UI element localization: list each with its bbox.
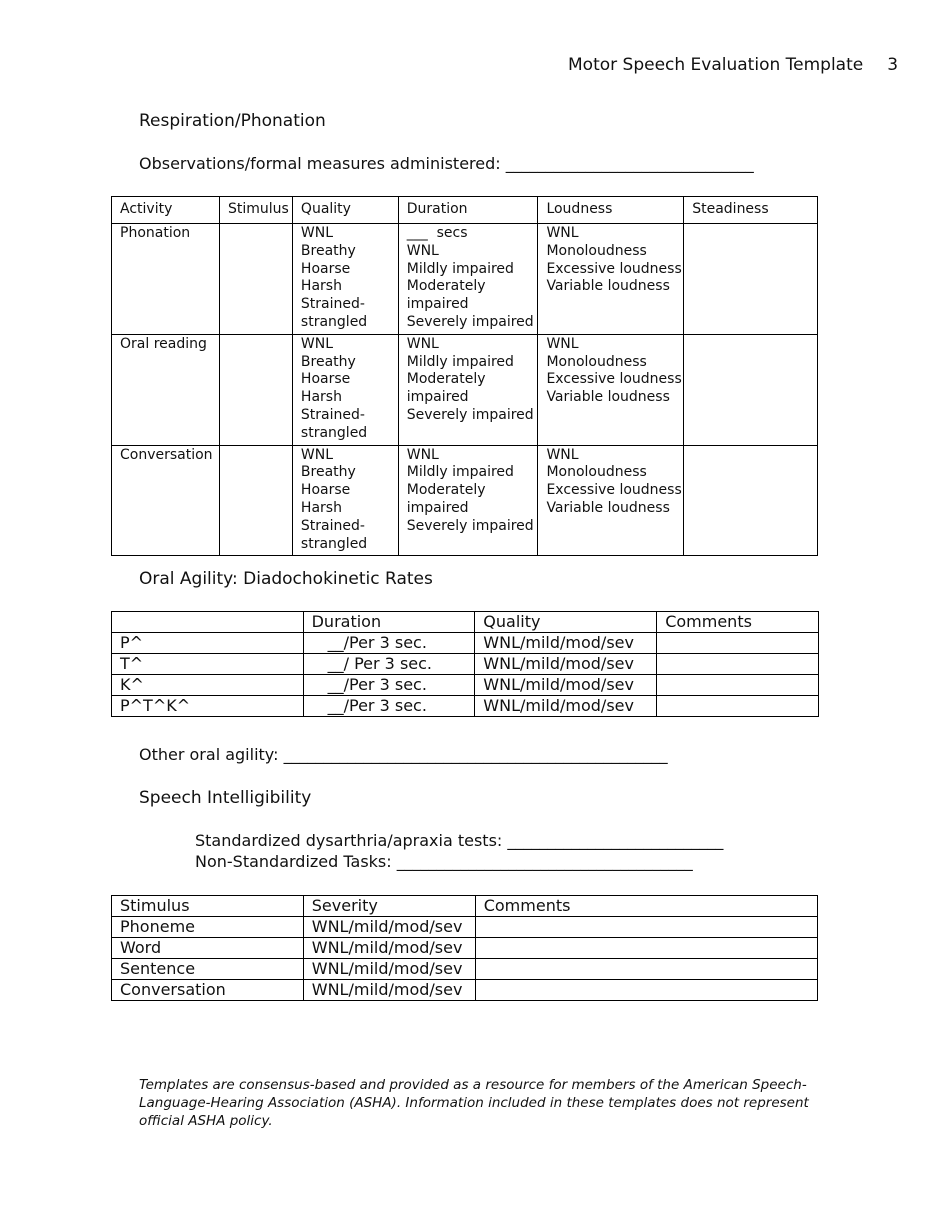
col-header-label <box>112 612 304 633</box>
table-row <box>112 633 819 654</box>
activity-cell: Conversation <box>112 445 220 556</box>
stimulus-cell: Word <box>112 938 304 959</box>
quality-cell <box>292 445 398 556</box>
footer-disclaimer: Templates are consensus-based and provided as a resource for members of the American Speech-Language-Hearing Association (ASHA). Information included in these templates does not represent official ASHA policy. <box>139 1077 809 1129</box>
comments-cell[interactable] <box>657 675 819 696</box>
option-text: Strained- <box>300 517 365 534</box>
option-text: Harsh <box>300 278 342 295</box>
loudness-cell <box>538 445 684 556</box>
table-row <box>112 917 818 938</box>
option-text: Hoarse <box>300 482 351 499</box>
comments-cell[interactable] <box>657 696 819 717</box>
option-text: WNL <box>300 335 334 352</box>
severity-cell: WNL/mild/mod/sev <box>303 917 475 938</box>
option-text: WNL <box>406 335 439 352</box>
col-header-loudness: Loudness <box>538 197 684 224</box>
comments-cell[interactable] <box>475 959 817 980</box>
option-text: strangled <box>300 424 368 441</box>
diadochokinetic-table <box>111 611 819 717</box>
syllable-label: K^ <box>112 675 304 696</box>
option-text: Moderately <box>406 278 486 295</box>
option-text: Mildly impaired <box>406 260 514 277</box>
comments-cell[interactable] <box>475 938 817 959</box>
quality-cell <box>292 334 398 445</box>
option-text: WNL <box>300 446 334 463</box>
oral-agility-heading: Oral Agility: Diadochokinetic Rates <box>139 569 433 589</box>
col-header-severity: Severity <box>303 896 475 917</box>
col-header-steadiness: Steadiness <box>684 197 818 224</box>
syllable-label: P^ <box>112 633 304 654</box>
option-text: Breathy <box>300 242 356 259</box>
observations-line: Observations/formal measures administered: _______________________________ <box>139 154 754 173</box>
col-header-duration: Duration <box>398 197 538 224</box>
duration-cell <box>398 445 538 556</box>
stimulus-cell: Sentence <box>112 959 304 980</box>
option-text: Severely impaired <box>406 517 534 534</box>
option-text: Harsh <box>300 499 342 516</box>
intelligibility-heading: Speech Intelligibility <box>139 788 312 808</box>
option-text: Excessive loudness <box>546 482 682 499</box>
quality-cell: WNL/mild/mod/sev <box>475 696 657 717</box>
comments-cell[interactable] <box>475 917 817 938</box>
col-header-duration: Duration <box>303 612 475 633</box>
activity-cell: Oral reading <box>112 334 220 445</box>
quality-cell <box>292 224 398 335</box>
option-text: ___ secs <box>406 225 468 241</box>
table-row <box>112 675 819 696</box>
table-row <box>112 938 818 959</box>
table-row <box>112 224 818 335</box>
steadiness-cell[interactable] <box>684 334 818 445</box>
table-header-row <box>112 612 819 633</box>
option-text: WNL <box>546 335 579 352</box>
option-text: Severely impaired <box>406 313 534 330</box>
duration-cell: __/Per 3 sec. <box>303 633 475 654</box>
option-text: WNL <box>546 225 579 241</box>
option-text: Mildly impaired <box>406 353 514 370</box>
activity-cell: Phonation <box>112 224 220 335</box>
stimulus-cell: Conversation <box>112 980 304 1001</box>
steadiness-cell[interactable] <box>684 445 818 556</box>
option-text: Hoarse <box>300 260 351 277</box>
stimulus-cell[interactable] <box>219 445 292 556</box>
intelligibility-table <box>111 895 818 1001</box>
option-text: Harsh <box>300 389 342 406</box>
comments-cell[interactable] <box>657 633 819 654</box>
option-text: Moderately <box>406 482 486 499</box>
severity-cell: WNL/mild/mod/sev <box>303 938 475 959</box>
page-header <box>568 55 899 75</box>
quality-cell: WNL/mild/mod/sev <box>475 633 657 654</box>
table-row <box>112 959 818 980</box>
respiration-heading: Respiration/Phonation <box>139 111 326 131</box>
col-header-comments: Comments <box>657 612 819 633</box>
col-header-quality: Quality <box>292 197 398 224</box>
option-text: Excessive loudness <box>546 371 682 388</box>
comments-cell[interactable] <box>475 980 817 1001</box>
table-row <box>112 654 819 675</box>
option-text: Monoloudness <box>546 464 647 481</box>
option-text: Variable loudness <box>546 278 670 295</box>
header-title: Motor Speech Evaluation Template <box>568 55 864 75</box>
other-oral-agility-line: Other oral agility: ________________________________________________ <box>139 745 668 764</box>
option-text: Breathy <box>300 464 356 481</box>
duration-cell: __/ Per 3 sec. <box>303 654 475 675</box>
stimulus-cell[interactable] <box>219 334 292 445</box>
table-row <box>112 445 818 556</box>
quality-cell: WNL/mild/mod/sev <box>475 654 657 675</box>
duration-cell <box>398 224 538 335</box>
loudness-cell <box>538 224 684 335</box>
option-text: Excessive loudness <box>546 260 682 277</box>
option-text: Severely impaired <box>406 406 534 423</box>
option-text: Breathy <box>300 353 356 370</box>
col-header-quality: Quality <box>475 612 657 633</box>
option-text: WNL <box>406 446 439 463</box>
duration-cell <box>398 334 538 445</box>
non-standardized-tasks-line: Non-Standardized Tasks: _____________________________________ <box>195 852 693 871</box>
option-text: Moderately <box>406 371 486 388</box>
duration-cell: __/Per 3 sec. <box>303 696 475 717</box>
quality-cell: WNL/mild/mod/sev <box>475 675 657 696</box>
table-row <box>112 334 818 445</box>
col-header-activity: Activity <box>112 197 220 224</box>
option-text: impaired <box>406 499 469 516</box>
stimulus-cell: Phoneme <box>112 917 304 938</box>
option-text: Strained- <box>300 296 365 313</box>
severity-cell: WNL/mild/mod/sev <box>303 980 475 1001</box>
option-text: impaired <box>406 389 469 406</box>
page-number: 3 <box>887 55 899 75</box>
table-row <box>112 696 819 717</box>
syllable-label: T^ <box>112 654 304 675</box>
option-text: WNL <box>546 446 579 463</box>
option-text: Hoarse <box>300 371 351 388</box>
standardized-tests-line: Standardized dysarthria/apraxia tests: ___________________________ <box>195 831 724 850</box>
col-header-stimulus: Stimulus <box>112 896 304 917</box>
option-text: Variable loudness <box>546 389 670 406</box>
comments-cell[interactable] <box>657 654 819 675</box>
option-text: Mildly impaired <box>406 464 514 481</box>
loudness-cell <box>538 334 684 445</box>
option-text: impaired <box>406 296 469 313</box>
option-text: Variable loudness <box>546 499 670 516</box>
option-text: Monoloudness <box>546 242 647 259</box>
steadiness-cell[interactable] <box>684 224 818 335</box>
option-text: strangled <box>300 535 368 552</box>
col-header-comments: Comments <box>475 896 817 917</box>
option-text: WNL <box>406 242 439 259</box>
col-header-stimulus: Stimulus <box>219 197 292 224</box>
table-row <box>112 980 818 1001</box>
duration-cell: __/Per 3 sec. <box>303 675 475 696</box>
severity-cell: WNL/mild/mod/sev <box>303 959 475 980</box>
option-text: WNL <box>300 225 334 241</box>
option-text: Strained- <box>300 406 365 423</box>
option-text: strangled <box>300 313 368 330</box>
respiration-table <box>111 196 818 556</box>
table-header-row <box>112 197 818 224</box>
stimulus-cell[interactable] <box>219 224 292 335</box>
table-header-row <box>112 896 818 917</box>
syllable-label: P^T^K^ <box>112 696 304 717</box>
option-text: Monoloudness <box>546 353 647 370</box>
